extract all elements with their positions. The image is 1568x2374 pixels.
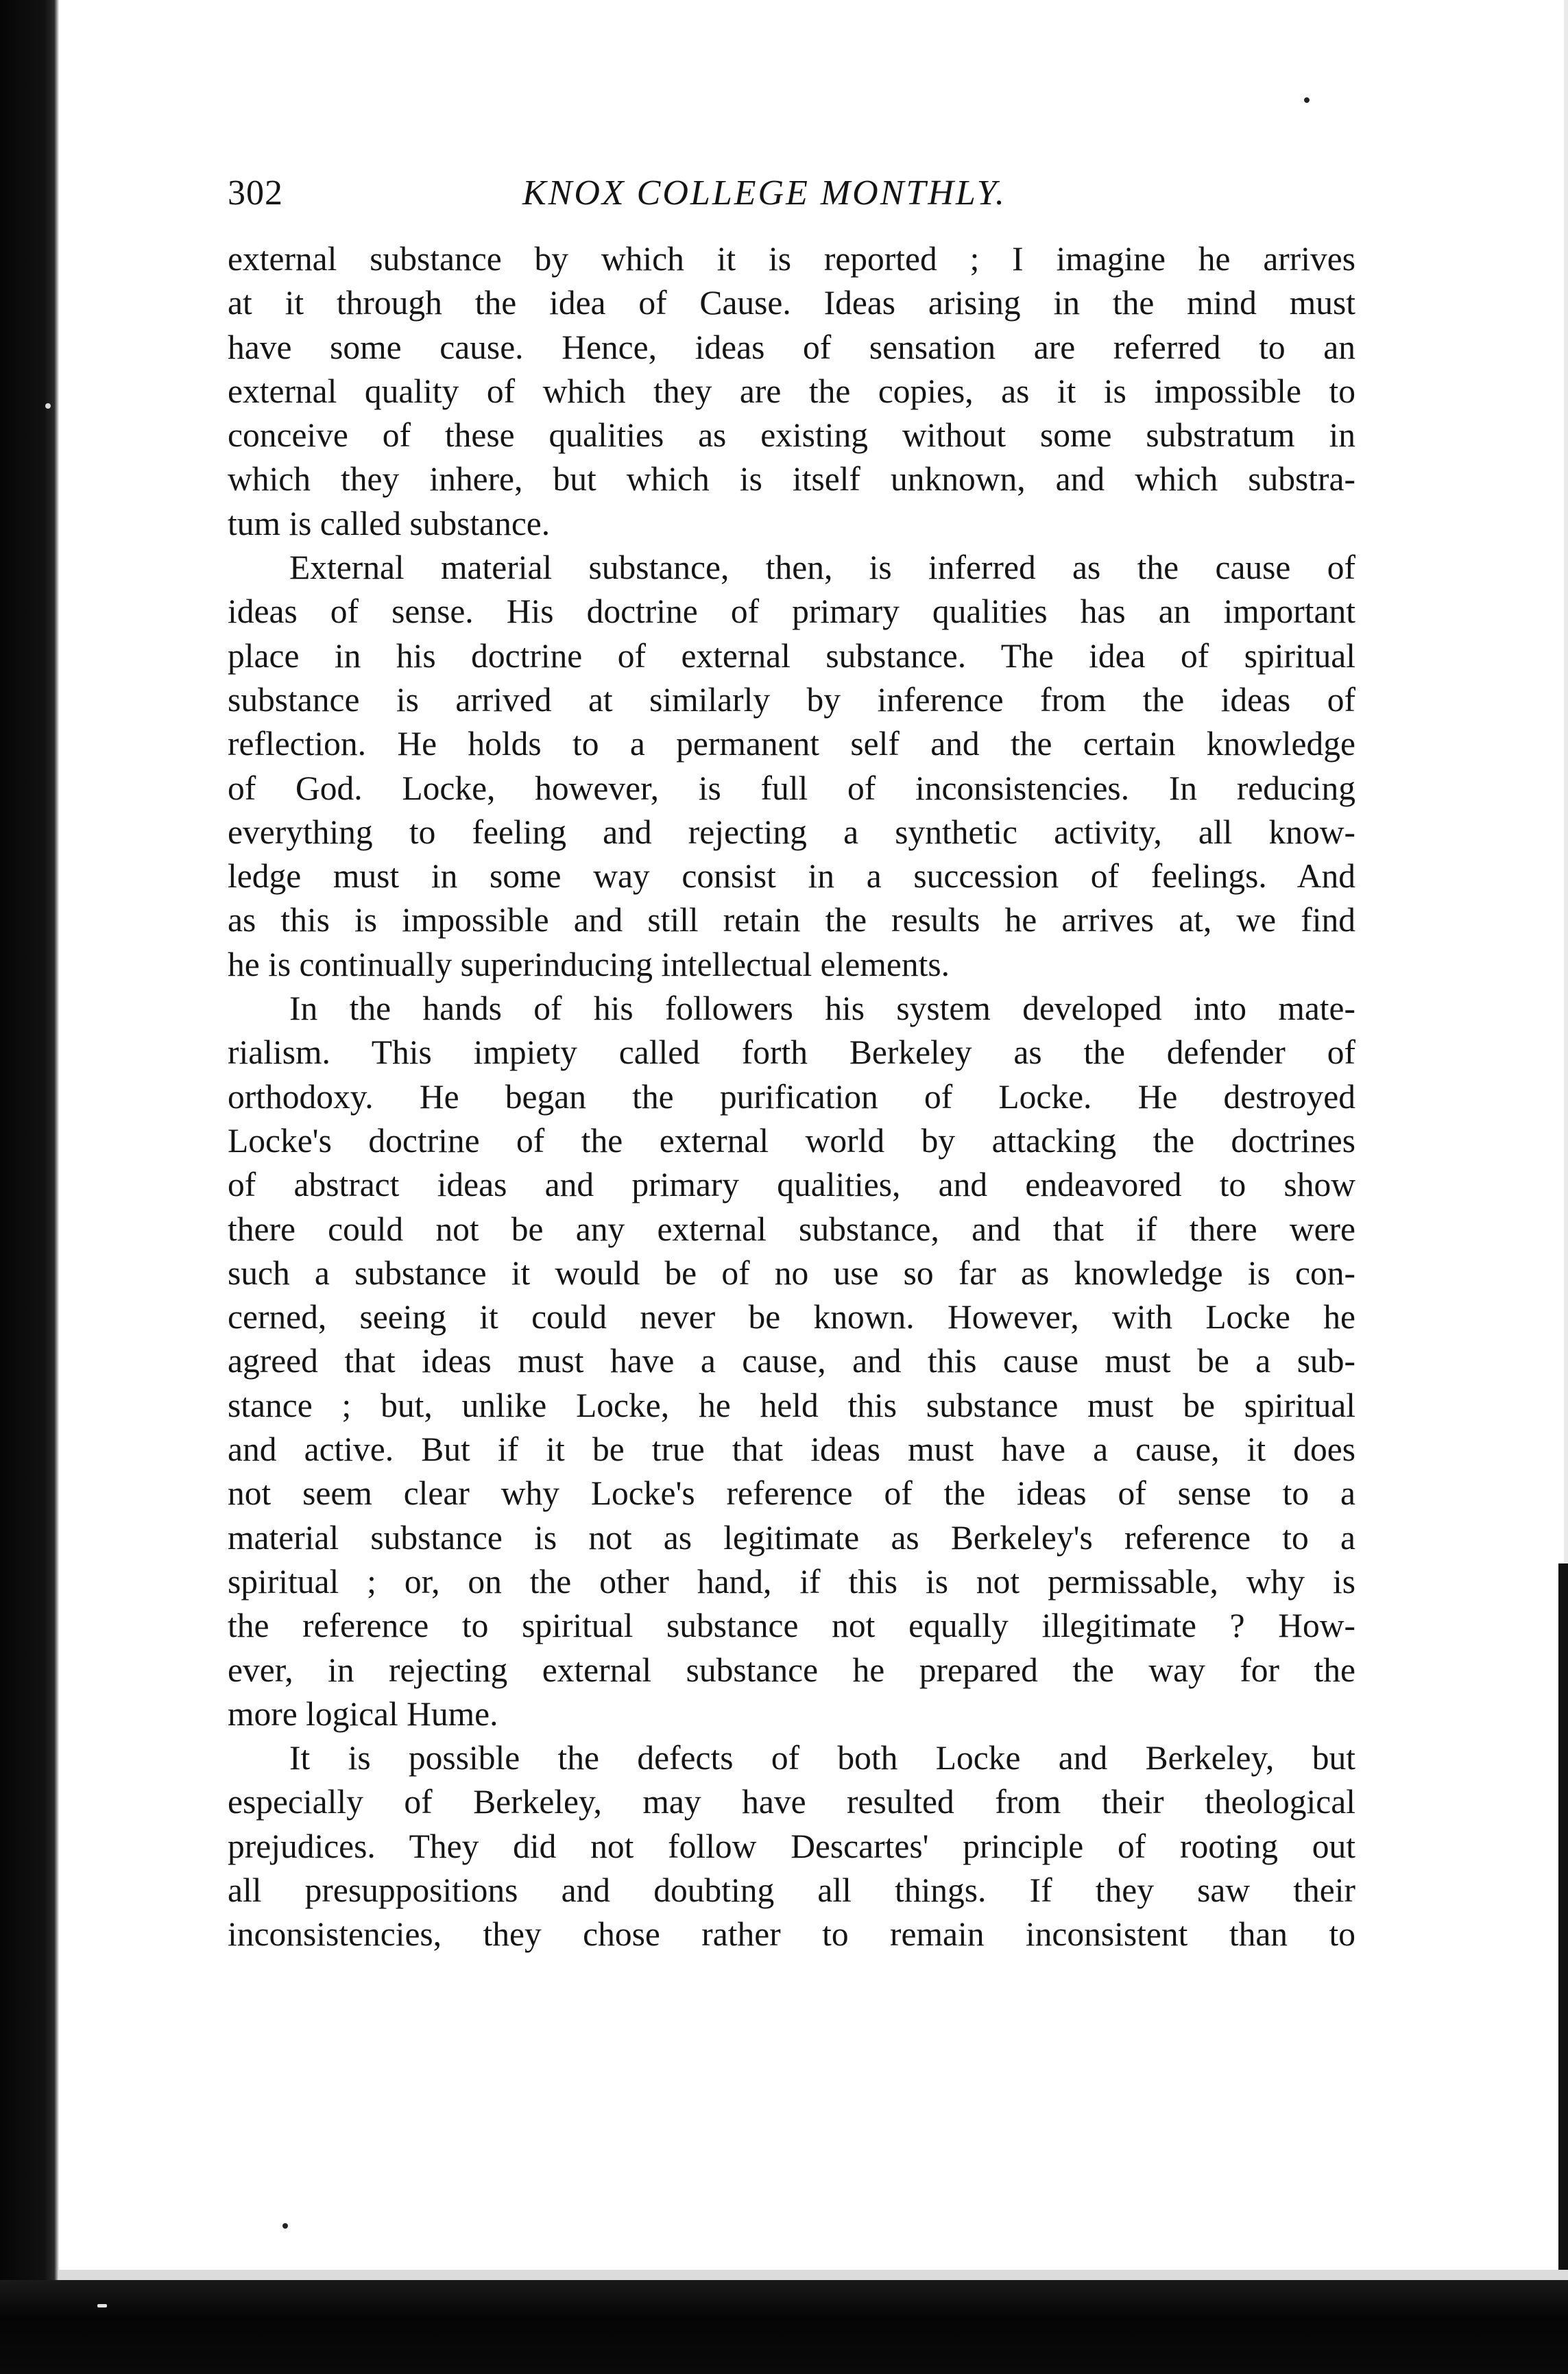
text-line: material substance is not as legitimate as Berkeley's reference to a xyxy=(228,1518,1355,1557)
text-line: and active. But if it be true that ideas must have a cause, it does xyxy=(228,1430,1355,1469)
text-line: such a substance it would be of no use so far as knowledge is con- xyxy=(228,1254,1355,1292)
text-line: spiritual ; or, on the other hand, if this is not permissable, why is xyxy=(228,1562,1355,1600)
text-line: at it through the idea of Cause. Ideas arising in the mind must xyxy=(228,284,1355,322)
page-number: 302 xyxy=(228,173,283,213)
paragraph xyxy=(228,546,1355,987)
text-line: ever, in rejecting external substance he prepared the way for the xyxy=(228,1651,1355,1689)
text-line: all presuppositions and doubting all things. If they saw their xyxy=(228,1871,1355,1909)
text-line: have some cause. Hence, ideas of sensation are referred to an xyxy=(228,328,1355,366)
scan-speck xyxy=(97,2304,107,2307)
text-line: agreed that ideas must have a cause, and this cause must be a sub- xyxy=(228,1342,1355,1380)
text-line: substance is arrived at similarly by inference from the ideas of xyxy=(228,680,1355,719)
paragraph xyxy=(228,987,1355,1736)
scan-speck xyxy=(45,403,51,409)
text-line: inconsistencies, they chose rather to remain inconsistent than to xyxy=(228,1915,1355,1954)
scan-bottom-shadow xyxy=(0,2280,1568,2374)
text-line: conceive of these qualities as existing without some substratum in xyxy=(228,416,1355,455)
text-line: It is possible the defects of both Locke and Berkeley, but xyxy=(289,1739,1355,1777)
paragraph xyxy=(228,1736,1355,1956)
running-head xyxy=(228,159,1355,235)
text-line: he is continually superinducing intellectual elements. xyxy=(228,945,950,983)
scan-speck xyxy=(1304,97,1310,103)
text-line: more logical Hume. xyxy=(228,1694,498,1733)
text-line: rialism. This impiety called forth Berkeley as the defender of xyxy=(228,1033,1355,1072)
text-line: reflection. He holds to a permanent self and the certain knowledge xyxy=(228,725,1355,763)
text-line: Locke's doctrine of the external world by attacking the doctrines xyxy=(228,1121,1355,1160)
text-line: everything to feeling and rejecting a synthetic activity, all know- xyxy=(228,813,1355,851)
text-line: place in his doctrine of external substance. The idea of spiritual xyxy=(228,636,1355,675)
text-line: ideas of sense. His doctrine of primary qualities has an important xyxy=(228,592,1355,631)
text-line: the reference to spiritual substance not equally illegitimate ? How- xyxy=(228,1607,1355,1645)
scan-right-shadow xyxy=(1558,1563,1568,2277)
scan-binding-edge xyxy=(0,0,59,2374)
body-text xyxy=(228,237,1355,1957)
text-line: external substance by which it is reported ; I imagine he arrives xyxy=(228,240,1355,278)
text-line: tum is called substance. xyxy=(228,504,551,542)
text-line: there could not be any external substance, and that if there were xyxy=(228,1210,1355,1248)
text-line: as this is impossible and still retain the results he arrives at, we find xyxy=(228,901,1355,939)
book-page xyxy=(228,159,1355,1957)
text-line: stance ; but, unlike Locke, he held this substance must be spiritual xyxy=(228,1386,1355,1424)
text-line: In the hands of his followers his system developed into mate- xyxy=(289,990,1355,1028)
text-line: which they inhere, but which is itself unknown, and which substra- xyxy=(228,460,1355,499)
text-line: prejudices. They did not follow Descartes' principle of rooting out xyxy=(228,1827,1355,1865)
text-line: external quality of which they are the copies, as it is impossible to xyxy=(228,372,1355,410)
text-line: especially of Berkeley, may have resulted from their theological xyxy=(228,1783,1355,1821)
text-line: cerned, seeing it could never be known. However, with Locke he xyxy=(228,1298,1355,1336)
text-line: not seem clear why Locke's reference of the ideas of sense to a xyxy=(228,1474,1355,1513)
running-title: KNOX COLLEGE MONTHLY. xyxy=(522,173,1006,213)
text-line: of abstract ideas and primary qualities, and endeavored to show xyxy=(228,1166,1355,1204)
text-line: External material substance, then, is inferred as the cause of xyxy=(289,549,1355,587)
scan-speck xyxy=(282,2223,288,2229)
text-line: orthodoxy. He began the purification of Locke. He destroyed xyxy=(228,1077,1355,1116)
paragraph xyxy=(228,237,1355,546)
text-line: of God. Locke, however, is full of inconsistencies. In reducing xyxy=(228,769,1355,807)
text-line: ledge must in some way consist in a succession of feelings. And xyxy=(228,857,1355,896)
